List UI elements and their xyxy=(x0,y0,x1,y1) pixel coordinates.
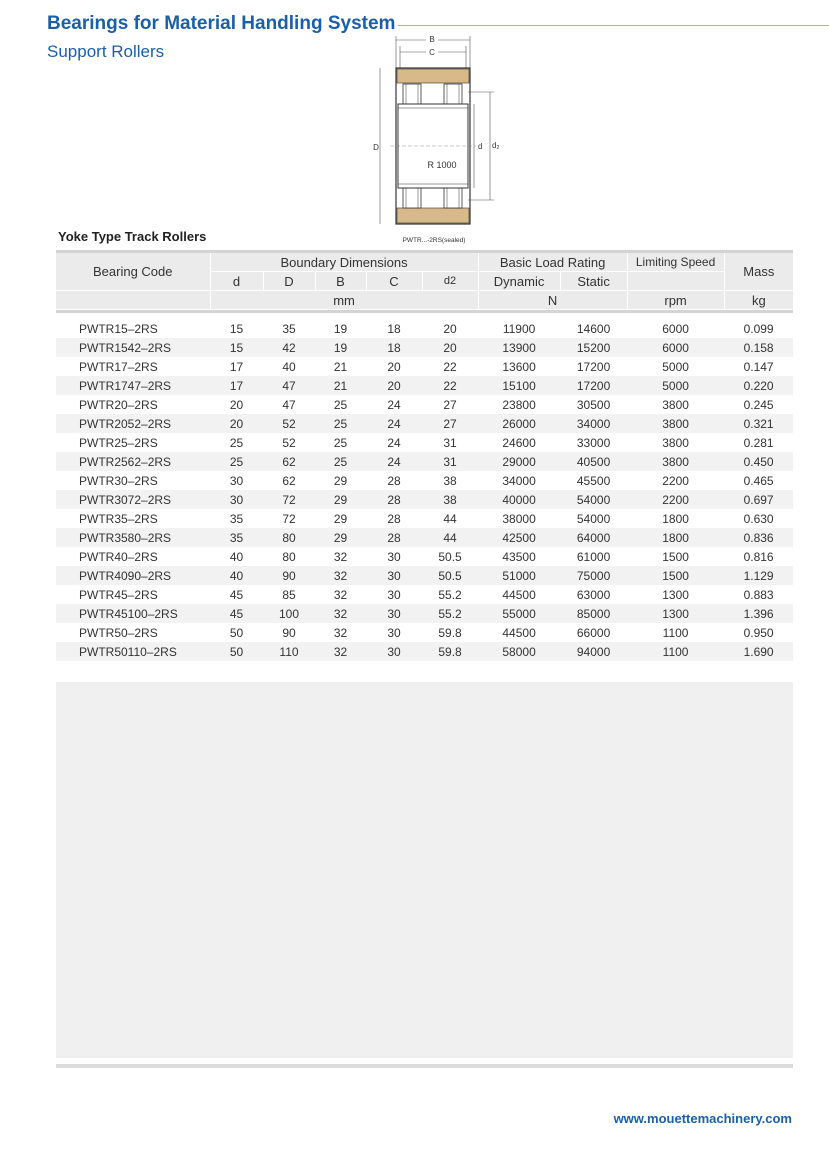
cell-speed: 3800 xyxy=(627,414,724,433)
cell-b: 29 xyxy=(315,528,366,547)
cell-speed: 1100 xyxy=(662,625,689,640)
cell-c: 18 xyxy=(366,338,422,357)
cell-c: 24 xyxy=(366,452,422,471)
cell-dynamic: 24600 xyxy=(502,435,536,450)
cell-dynamic: 44500 xyxy=(502,587,536,602)
table-row xyxy=(56,357,793,376)
dim-label-outer-d: D xyxy=(373,143,379,152)
cell-code: PWTR3580–2RS xyxy=(56,528,210,547)
cell-static: 75000 xyxy=(560,566,627,585)
cell-d: 50 xyxy=(229,625,244,640)
cell-c: 30 xyxy=(366,566,422,585)
cell-d: 62 xyxy=(263,452,315,471)
header-limiting-speed: Limiting Speed xyxy=(627,253,724,272)
table-row xyxy=(56,509,793,528)
cell-speed: 1300 xyxy=(662,587,689,602)
table-row xyxy=(56,376,793,395)
cell-d2: 27 xyxy=(422,414,478,433)
cell-mass: 0.465 xyxy=(743,473,774,488)
cell-speed: 1100 xyxy=(627,642,724,661)
cell-d: 40 xyxy=(229,549,244,564)
cell-b: 25 xyxy=(333,435,348,450)
header-speed-blank xyxy=(627,272,724,291)
cell-b: 21 xyxy=(315,376,366,395)
header-d2: d2 xyxy=(422,272,478,291)
blank-panel xyxy=(56,682,793,1058)
cell-static: 33000 xyxy=(576,435,611,450)
spec-table xyxy=(56,253,793,661)
cell-c: 18 xyxy=(387,321,401,336)
cell-d: 35 xyxy=(210,528,263,547)
cell-static: 54000 xyxy=(560,490,627,509)
cell-speed: 5000 xyxy=(662,359,689,374)
cell-b: 19 xyxy=(315,338,366,357)
cell-static: 34000 xyxy=(560,414,627,433)
table-row xyxy=(56,623,793,642)
table-row xyxy=(56,490,793,509)
cell-mass: 0.099 xyxy=(743,321,774,336)
table-row xyxy=(56,338,793,357)
cell-b: 32 xyxy=(333,625,348,640)
svg-text:d2 xyxy=(492,141,499,151)
cell-c: 20 xyxy=(366,376,422,395)
cell-code: PWTR45–2RS xyxy=(79,587,158,602)
cell-d: 45 xyxy=(229,587,244,602)
cell-d2: 50.5 xyxy=(422,566,478,585)
cell-d2: 59.8 xyxy=(438,625,462,640)
cell-speed: 5000 xyxy=(627,376,724,395)
cell-d: 35 xyxy=(282,321,296,336)
cell-mass: 0.321 xyxy=(724,414,793,433)
cell-dynamic: 34000 xyxy=(502,473,536,488)
dim-label-b: B xyxy=(429,35,435,44)
cell-b: 21 xyxy=(333,359,348,374)
cell-d: 30 xyxy=(210,490,263,509)
cell-mass: 0.158 xyxy=(724,338,793,357)
header-unit-rpm: rpm xyxy=(627,291,724,310)
cell-static: 63000 xyxy=(576,587,611,602)
cell-mass: 0.281 xyxy=(743,435,774,450)
cell-b: 29 xyxy=(315,490,366,509)
cell-code: PWTR2562–2RS xyxy=(56,452,210,471)
cell-b: 32 xyxy=(333,549,348,564)
cell-d: 17 xyxy=(229,359,244,374)
website-link[interactable]: www.mouettemachinery.com xyxy=(613,1111,792,1126)
cell-c: 24 xyxy=(387,435,401,450)
cell-dynamic: 42500 xyxy=(478,528,560,547)
cell-dynamic: 26000 xyxy=(478,414,560,433)
cell-dynamic: 13600 xyxy=(502,359,536,374)
spec-table-wrapper xyxy=(56,250,793,661)
cell-speed: 3800 xyxy=(627,452,724,471)
cell-d2: 22 xyxy=(422,376,478,395)
cell-c: 28 xyxy=(387,511,401,526)
cell-b: 29 xyxy=(333,473,348,488)
table-row xyxy=(56,319,793,338)
cell-code: PWTR25–2RS xyxy=(79,435,158,450)
cell-d2: 20 xyxy=(422,338,478,357)
cell-b: 32 xyxy=(315,604,366,623)
cell-dynamic: 51000 xyxy=(478,566,560,585)
cell-dynamic: 38000 xyxy=(502,511,536,526)
cell-speed: 6000 xyxy=(627,338,724,357)
cell-speed: 2200 xyxy=(662,473,689,488)
cell-static: 40500 xyxy=(560,452,627,471)
cell-speed: 1800 xyxy=(627,528,724,547)
header-basic-load-rating: Basic Load Rating xyxy=(478,253,627,272)
cell-d: 72 xyxy=(282,511,296,526)
cell-mass: 0.220 xyxy=(724,376,793,395)
cell-code: PWTR45100–2RS xyxy=(56,604,210,623)
cell-d: 80 xyxy=(282,549,296,564)
cell-static: 66000 xyxy=(576,625,611,640)
cell-mass: 0.836 xyxy=(724,528,793,547)
cell-d2: 55.2 xyxy=(438,587,462,602)
header-mass: Mass xyxy=(724,253,793,291)
cell-d2: 31 xyxy=(422,452,478,471)
table-row xyxy=(56,452,793,471)
section-title: Yoke Type Track Rollers xyxy=(58,229,207,244)
cell-d: 100 xyxy=(263,604,315,623)
cell-mass: 0.697 xyxy=(724,490,793,509)
cell-static: 94000 xyxy=(560,642,627,661)
cell-d: 15 xyxy=(229,321,244,336)
cell-dynamic: 29000 xyxy=(478,452,560,471)
cell-dynamic: 55000 xyxy=(478,604,560,623)
cell-d2: 44 xyxy=(422,528,478,547)
cell-code: PWTR40–2RS xyxy=(79,549,158,564)
cell-d: 47 xyxy=(282,397,296,412)
cell-c: 20 xyxy=(387,359,401,374)
cell-speed: 3800 xyxy=(662,397,689,412)
cell-b: 29 xyxy=(333,511,348,526)
cell-static: 61000 xyxy=(576,549,611,564)
cell-speed: 1500 xyxy=(627,566,724,585)
cell-c: 24 xyxy=(366,414,422,433)
cell-d: 40 xyxy=(210,566,263,585)
table-row xyxy=(56,566,793,585)
cell-d: 30 xyxy=(229,473,244,488)
dim-label-c: C xyxy=(429,48,435,57)
cell-c: 28 xyxy=(387,473,401,488)
cell-d: 25 xyxy=(229,435,244,450)
cell-c: 30 xyxy=(387,549,401,564)
cell-static: 15200 xyxy=(560,338,627,357)
table-row xyxy=(56,471,793,490)
cell-dynamic: 40000 xyxy=(478,490,560,509)
cell-d: 17 xyxy=(210,376,263,395)
cell-dynamic: 15100 xyxy=(478,376,560,395)
cell-static: 30500 xyxy=(576,397,611,412)
cell-b: 32 xyxy=(315,642,366,661)
cell-code: PWTR20–2RS xyxy=(79,397,158,412)
cell-code: PWTR1747–2RS xyxy=(56,376,210,395)
page-title: Bearings for Material Handling System xyxy=(47,13,396,34)
cell-d2: 27 xyxy=(443,397,457,412)
cell-code: PWTR3072–2RS xyxy=(56,490,210,509)
spec-table-body xyxy=(56,319,793,661)
bearing-diagram xyxy=(370,30,520,245)
cell-d: 110 xyxy=(263,642,315,661)
cell-d2: 22 xyxy=(443,359,457,374)
cell-mass: 0.147 xyxy=(743,359,774,374)
cell-code: PWTR30–2RS xyxy=(79,473,158,488)
cell-d: 90 xyxy=(282,625,296,640)
cell-speed: 3800 xyxy=(662,435,689,450)
cell-d: 20 xyxy=(229,397,244,412)
table-row xyxy=(56,547,793,566)
cell-d: 25 xyxy=(210,452,263,471)
table-row xyxy=(56,528,793,547)
cell-d: 85 xyxy=(282,587,296,602)
cell-code: PWTR35–2RS xyxy=(79,511,158,526)
cell-code: PWTR4090–2RS xyxy=(56,566,210,585)
cell-dynamic: 23800 xyxy=(502,397,536,412)
table-row xyxy=(56,585,793,604)
cell-static: 64000 xyxy=(560,528,627,547)
cell-d2: 59.8 xyxy=(422,642,478,661)
cell-c: 30 xyxy=(387,625,401,640)
cell-b: 19 xyxy=(333,321,348,336)
cell-d: 52 xyxy=(282,435,296,450)
cell-speed: 2200 xyxy=(627,490,724,509)
cell-b: 25 xyxy=(315,452,366,471)
cell-d: 72 xyxy=(263,490,315,509)
dim-label-bore-d: d xyxy=(478,142,483,151)
cell-b: 25 xyxy=(333,397,348,412)
header-bearing-code: Bearing Code xyxy=(56,253,210,291)
header-dynamic: Dynamic xyxy=(478,272,560,291)
cell-d2: 38 xyxy=(422,490,478,509)
header-c: C xyxy=(366,272,422,291)
cell-static: 17200 xyxy=(576,359,611,374)
cell-d: 52 xyxy=(263,414,315,433)
cell-d: 45 xyxy=(210,604,263,623)
cell-d: 15 xyxy=(210,338,263,357)
cell-d2: 44 xyxy=(443,511,457,526)
cell-d: 47 xyxy=(263,376,315,395)
cell-c: 24 xyxy=(387,397,401,412)
cell-b: 32 xyxy=(315,566,366,585)
cell-speed: 1800 xyxy=(662,511,689,526)
header-unit-blank xyxy=(56,291,210,310)
cell-static: 14600 xyxy=(576,321,611,336)
cell-static: 17200 xyxy=(560,376,627,395)
cell-mass: 0.630 xyxy=(743,511,774,526)
cell-code: PWTR15–2RS xyxy=(79,321,158,336)
cell-d2: 31 xyxy=(443,435,457,450)
table-row xyxy=(56,642,793,661)
page-subtitle: Support Rollers xyxy=(47,42,165,61)
cell-mass: 1.396 xyxy=(724,604,793,623)
header-outer-d: D xyxy=(263,272,315,291)
header-static: Static xyxy=(560,272,627,291)
cell-mass: 1.690 xyxy=(724,642,793,661)
cell-code: PWTR1542–2RS xyxy=(56,338,210,357)
cell-mass: 0.950 xyxy=(743,625,774,640)
cell-speed: 1300 xyxy=(627,604,724,623)
dim-label-d2: d xyxy=(492,141,497,150)
cell-c: 30 xyxy=(366,642,422,661)
cell-mass: 1.129 xyxy=(724,566,793,585)
table-row xyxy=(56,414,793,433)
dim-label-d2-sub: 2 xyxy=(496,145,500,151)
cell-dynamic: 11900 xyxy=(502,321,536,336)
cell-d: 20 xyxy=(210,414,263,433)
cell-d2: 38 xyxy=(443,473,457,488)
table-row xyxy=(56,433,793,452)
header-unit-mm: mm xyxy=(210,291,478,310)
cell-c: 28 xyxy=(366,490,422,509)
cell-speed: 6000 xyxy=(662,321,689,336)
header-boundary-dimensions: Boundary Dimensions xyxy=(210,253,478,272)
cell-dynamic: 58000 xyxy=(478,642,560,661)
cell-c: 30 xyxy=(366,604,422,623)
cell-d: 40 xyxy=(282,359,296,374)
cell-static: 85000 xyxy=(560,604,627,623)
cell-d: 35 xyxy=(229,511,244,526)
cell-d: 50 xyxy=(210,642,263,661)
cell-c: 30 xyxy=(387,587,401,602)
table-row xyxy=(56,604,793,623)
cell-c: 28 xyxy=(366,528,422,547)
cell-d2: 55.2 xyxy=(422,604,478,623)
cell-b: 25 xyxy=(315,414,366,433)
cell-code: PWTR2052–2RS xyxy=(56,414,210,433)
cell-d: 62 xyxy=(282,473,296,488)
cell-static: 54000 xyxy=(576,511,611,526)
cell-mass: 0.883 xyxy=(743,587,774,602)
cell-b: 32 xyxy=(333,587,348,602)
bottom-rule xyxy=(56,1064,793,1068)
cell-mass: 0.450 xyxy=(724,452,793,471)
cell-d2: 20 xyxy=(443,321,457,336)
cell-code: PWTR50–2RS xyxy=(79,625,158,640)
radius-label: R 1000 xyxy=(427,160,457,170)
cell-dynamic: 13900 xyxy=(478,338,560,357)
cell-dynamic: 43500 xyxy=(502,549,536,564)
cell-d2: 50.5 xyxy=(438,549,462,564)
cell-code: PWTR50110–2RS xyxy=(56,642,210,661)
cell-static: 45500 xyxy=(576,473,611,488)
cell-d: 90 xyxy=(263,566,315,585)
cell-code: PWTR17–2RS xyxy=(79,359,158,374)
cell-dynamic: 44500 xyxy=(502,625,536,640)
title-rule xyxy=(398,25,829,26)
header-b: B xyxy=(315,272,366,291)
header-unit-kg: kg xyxy=(724,291,793,310)
cell-speed: 1500 xyxy=(662,549,689,564)
table-row xyxy=(56,395,793,414)
cell-d: 42 xyxy=(263,338,315,357)
cell-d: 80 xyxy=(263,528,315,547)
header-d: d xyxy=(210,272,263,291)
figure-caption: PWTR...-2RS(sealed) xyxy=(402,237,466,244)
cell-mass: 0.245 xyxy=(743,397,774,412)
header-unit-n: N xyxy=(478,291,627,310)
cell-mass: 0.816 xyxy=(743,549,774,564)
